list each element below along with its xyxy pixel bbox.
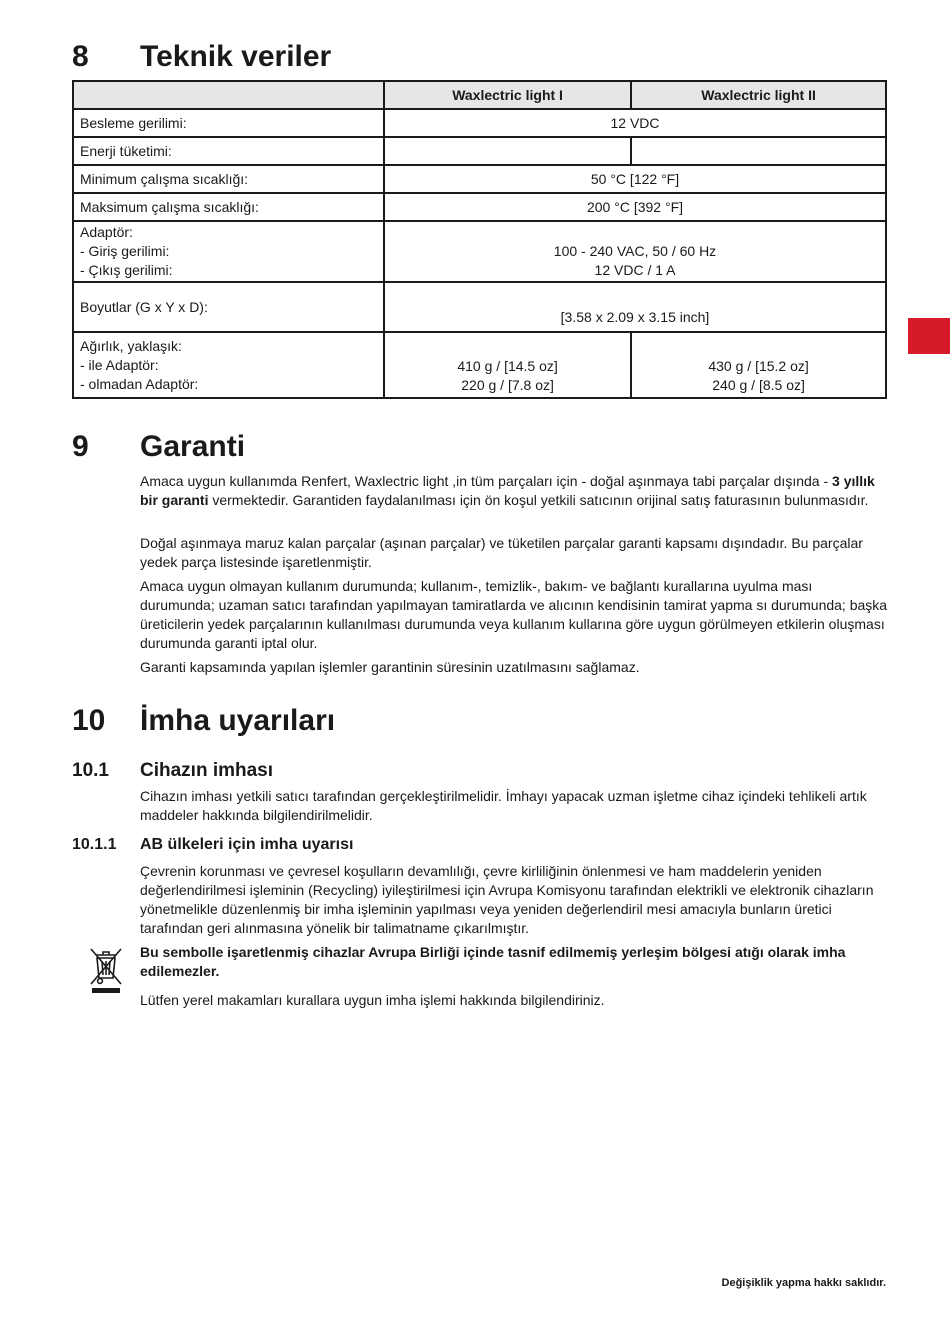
table-row xyxy=(73,109,886,137)
label-line: - Çıkış gerilimi: xyxy=(80,262,173,278)
label-line: Adaptör: xyxy=(80,224,133,240)
row-value: 12 VDC xyxy=(384,109,886,137)
table-header-cell: Waxlectric light II xyxy=(631,81,886,109)
disposal-paragraph: Cihazın imhası yetkili satıcı tarafından gerçekleştirilmelidir. İmhayı yapacak uzman işletme cihaz içindeki tehlikeli artık maddeler hakkında bilgilendirilmelidir. xyxy=(140,788,867,823)
table-row xyxy=(73,332,886,398)
row-value xyxy=(631,332,886,398)
row-value: 50 °C [122 °F] xyxy=(384,165,886,193)
subsection-10-1-heading xyxy=(72,760,274,782)
label-line: - Giriş gerilimi: xyxy=(80,243,170,259)
technical-data-table xyxy=(72,80,887,399)
row-label: Minimum çalışma sıcaklığı: xyxy=(73,165,384,193)
text-span: vermektedir. Garantiden faydalanılması için ön koşul yetkili satıcının orijinal satış faturasının bulunmasıdır. xyxy=(208,492,869,508)
table-row xyxy=(73,137,886,165)
label-line: - ile Adaptör: xyxy=(80,356,159,373)
row-value xyxy=(631,137,886,165)
section-number: 8 xyxy=(72,40,89,73)
subsection-10-1-1-heading xyxy=(72,836,354,854)
subsection-number: 10.1 xyxy=(72,760,109,781)
weee-warning-text: Bu sembolle işaretlenmiş cihazlar Avrupa Birliği içinde tasnif edilmemiş yerleşim bölgesi atığı olarak imha edilemezler. xyxy=(140,944,846,979)
local-authority-note: Lütfen yerel makamları kurallara uygun imha işlemi hakkında bilgilendiriniz. xyxy=(140,992,605,1008)
section-title: Teknik veriler xyxy=(140,40,332,73)
table-header-cell: Waxlectric light I xyxy=(384,81,631,109)
bold-text: 3 yıllık bir garanti xyxy=(140,473,875,508)
eu-disposal-paragraph: Çevrenin korunması ve çevresel koşulların devamlılığı, çevre kirliliğinin önlenmesi ve ham maddelerin yeniden değerlendirilmesi işleminin (Recycling) iyileştirilmesi için Avrupa Komisyonu tarafından elektrikli ve elektronik cihazların yönetmelikle düzenlenmiş bir imha işleminin yapılması veya yeniden değerlendiril mesi amacıyla bunların üretici tarafından geri alınmasına yönelik bir talimatname çıkarılmıştır. xyxy=(140,863,874,936)
table-header-cell xyxy=(73,81,384,109)
row-label: Boyutlar (G x Y x D): xyxy=(73,282,384,332)
label-line: Ağırlık, yaklaşık: xyxy=(80,337,182,354)
table-header-row xyxy=(73,81,886,109)
row-label: Maksimum çalışma sıcaklığı: xyxy=(73,193,384,221)
page-footer: Değişiklik yapma hakkı saklıdır. xyxy=(721,1277,886,1289)
row-value xyxy=(384,332,631,398)
section-number: 9 xyxy=(72,430,89,463)
label-line: - olmadan Adaptör: xyxy=(80,375,199,392)
section-title: İmha uyarıları xyxy=(140,704,336,737)
warranty-paragraph: Amaca uygun olmayan kullanım durumunda; kullanım-, temizlik-, bakım- ve bağlantı kurallarına uyulma ması durumunda; uzaman satıcı tarafından yapılmayan tamiratlarda ve alıcının kendisinin tamirat yapma sı durumunda; başka üreticilerin yedek parçalarının kullanılması durumunda veya kullanım kullarına göre uygun görülmeyen etkilerin oluşması durumunda garanti iptal olur. xyxy=(140,578,888,651)
value-line: 220 g / [7.8 oz] xyxy=(461,377,554,393)
table-row xyxy=(73,193,886,221)
chapter-marker-tab xyxy=(908,318,950,354)
row-label: Besleme gerilimi: xyxy=(73,109,384,137)
warranty-paragraph: Garanti kapsamında yapılan işlemler garantinin süresinin uzatılmasını sağlamaz. xyxy=(140,659,640,675)
value-line: 12 VDC / 1 A xyxy=(594,262,676,278)
table-row xyxy=(73,221,886,282)
text-span: Amaca uygun kullanımda Renfert, Waxlectric light ,in tüm parçaları için - doğal aşınmaya tabi parçalar dışında - xyxy=(140,473,833,489)
subsection-title: AB ülkeleri için imha uyarısı xyxy=(140,836,354,853)
row-label xyxy=(73,221,384,282)
section-title: Garanti xyxy=(140,430,246,463)
value-line: 430 g / [15.2 oz] xyxy=(708,358,809,374)
warranty-paragraph xyxy=(140,472,888,510)
table-row xyxy=(73,165,886,193)
subsection-number: 10.1.1 xyxy=(72,836,117,853)
value-line: 240 g / [8.5 oz] xyxy=(712,377,805,393)
row-label xyxy=(73,332,384,398)
value-line xyxy=(391,223,879,242)
subsection-title: Cihazın imhası xyxy=(140,760,274,781)
crossed-out-wheelie-bin-icon xyxy=(88,946,124,994)
row-value: [3.58 x 2.09 x 3.15 inch] xyxy=(384,282,886,332)
row-value xyxy=(384,137,631,165)
row-value: 200 °C [392 °F] xyxy=(384,193,886,221)
value-line: 410 g / [14.5 oz] xyxy=(457,358,558,374)
section-number: 10 xyxy=(72,704,106,737)
row-value xyxy=(384,221,886,282)
value-line: 100 - 240 VAC, 50 / 60 Hz xyxy=(553,243,717,259)
warranty-paragraph: Doğal aşınmaya maruz kalan parçalar (aşınan parçalar) ve tüketilen parçalar garanti kapsamı dışındadır. Bu parçalar yedek parça listesinde işaretlenmiştir. xyxy=(140,535,863,570)
table-row xyxy=(73,282,886,332)
row-label: Enerji tüketimi: xyxy=(73,137,384,165)
